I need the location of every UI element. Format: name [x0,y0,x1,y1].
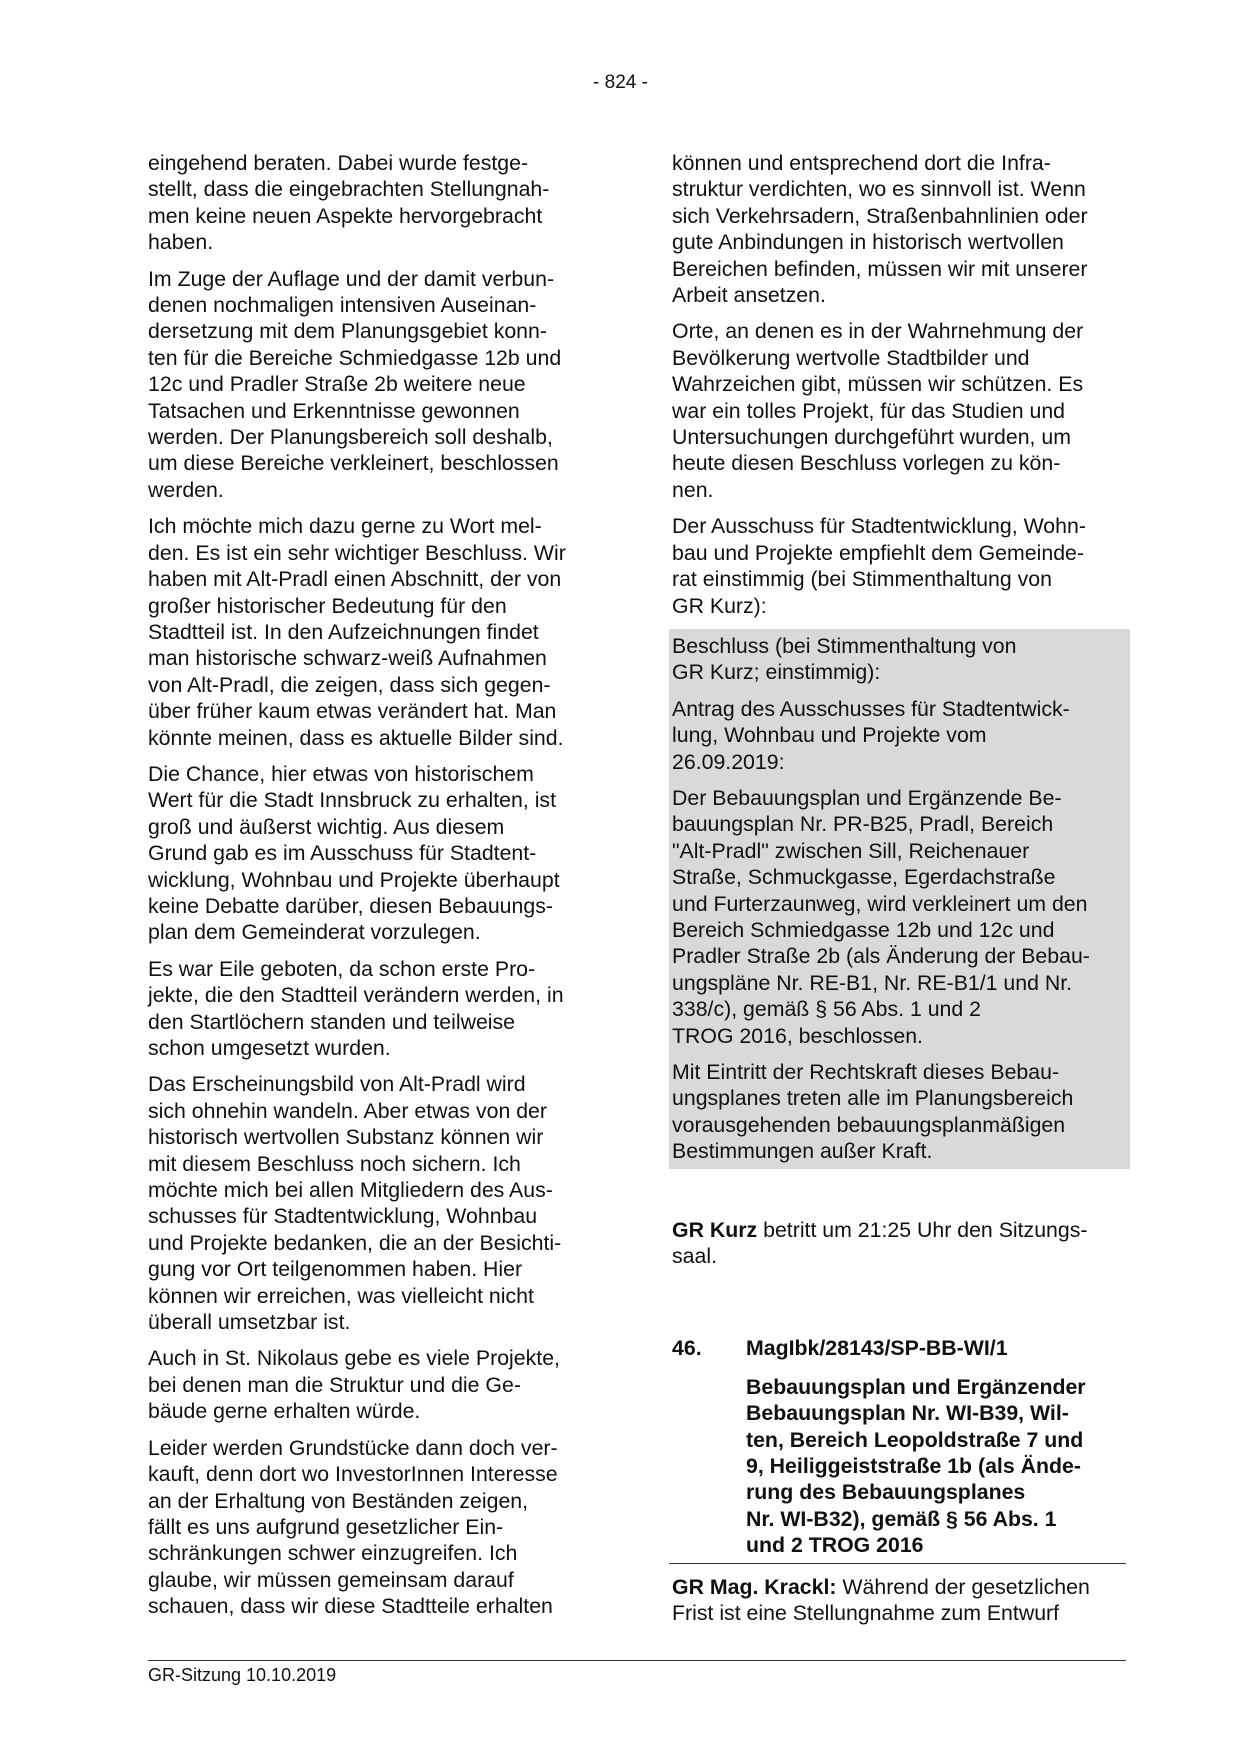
paragraph-left-5: Es war Eile geboten, da schon erste Pro- jekte, die den Stadtteil verändern werden, in den Startlöchern standen und teilweise schon umgesetzt wurden. [148,956,564,1060]
paragraph-left-4: Die Chance, hier etwas von historischem Wert für die Stadt Innsbruck zu erhalten, ist groß und äußerst wichtig. Aus diesem Grund gab es im Ausschuss für Stadtent- wicklung, Wohnbau und Projekte überhaupt keine Debatte darüber, diesen Bebauungs- plan dem Gemeinderat vorzulegen. [148,761,560,945]
footer-divider [148,1660,1126,1661]
resolution-heading: Beschluss (bei Stimmenthaltung von GR Kurz; einstimmig): [672,633,1017,685]
agenda-item [672,1335,1126,1558]
paragraph-left-1: eingehend beraten. Dabei wurde festge- stellt, dass die eingebrachten Stellungnah- men keine neuen Aspekte hervorgebracht haben. [148,151,550,255]
page-number: - 824 - [593,72,648,93]
paragraph-right-1: können und entsprechend dort die Infra- struktur verdichten, wo es sinnvoll ist. Wenn sich Verkehrsadern, Straßenbahnlinien oder gute Anbindungen in historisch wertvollen Bereichen befinden, müssen wir mit unserer Arbeit ansetzen. [672,151,1088,308]
footer-session-date: GR-Sitzung 10.10.2019 [148,1665,337,1685]
agenda-number: 46. [672,1336,702,1361]
paragraph-right-2: Orte, an denen es in der Wahrnehmung der Bevölkerung wertvolle Stadtbilder und Wahrzeichen gibt, müssen wir schützen. Es war ein tolles Projekt, für das Studien und Untersuchungen durchgeführt wurden, um heute diesen Beschluss vorlegen zu kön- nen. [672,319,1084,502]
speaker-name: GR Mag. Krackl: [672,1574,837,1599]
kurz-note: GR Kurz betritt um 21:25 Uhr den Sitzungs- saal. [672,1217,1088,1269]
paragraph-left-3: Ich möchte mich dazu gerne zu Wort mel- den. Es ist ein sehr wichtiger Beschluss. Wir haben mit Alt-Pradl einen Abschnitt, der von großer historischer Bedeutung für den Stadtteil ist. In den Aufzeichnungen findet man historische schwarz-weiß Aufnahmen von Alt-Pradl, die zeigen, dass sich gegen- über früher kaum etwas verändert hat. Man könnte meinen, dass es aktuelle Bilder sind. [148,514,566,750]
agenda-reference: MagIbk/28143/SP-BB-WI/1 [746,1336,1008,1361]
agenda-divider [669,1563,1126,1564]
resolution-effect: Mit Eintritt der Rechtskraft dieses Bebau- ungsplanes treten alle im Planungsbereich vorausgehenden bebauungsplanmäßigen Bestimmungen außer Kraft. [672,1060,1074,1164]
agenda-title: Bebauungsplan und Ergänzender Bebauungsplan Nr. WI-B39, Wil- ten, Bereich Leopoldstraße 7 und 9, Heiliggeiststraße 1b (als Ände- rung des Bebauungsplanes Nr. WI-B32), gemäß § 56 Abs. 1 und 2 TROG 2016 [746,1374,1086,1558]
speaker-name: GR Kurz [672,1217,758,1242]
resolution-motion: Antrag des Ausschusses für Stadtentwick- lung, Wohnbau und Projekte vom 26.09.2019: [672,696,1070,774]
paragraph-left-7: Auch in St. Nikolaus gebe es viele Projekte, bei denen man die Struktur und die Ge- bäude gerne erhalten würde. [148,1346,560,1424]
paragraph-right-3: Der Ausschuss für Stadtentwicklung, Wohn- bau und Projekte empfiehlt dem Gemeinde- rat einstimmig (bei Stimmenthaltung von GR Kurz): [672,514,1086,618]
krackl-note: GR Mag. Krackl: Während der gesetzlichen Frist ist eine Stellungnahme zum Entwurf [672,1574,1090,1626]
paragraph-left-8: Leider werden Grundstücke dann doch ver- kauft, denn dort wo InvestorInnen Interesse an der Erhaltung von Beständen zeigen, fällt es uns aufgrund gesetzlicher Ein- schränkungen schwer einzugreifen. Ich glaube, wir müssen gemeinsam darauf schauen, dass wir diese Stadtteile erhalten [148,1435,558,1619]
paragraph-left-6: Das Erscheinungsbild von Alt-Pradl wird sich ohnehin wandeln. Aber etwas von der historisch wertvollen Substanz können wir mit diesem Beschluss noch sichern. Ich möchte mich bei allen Mitgliedern des Aus- schusses für Stadtentwicklung, Wohnbau und Projekte bedanken, die an der Besichti- gung vor Ort teilgenommen haben. Hier können wir erreichen, was vielleicht nicht überall umsetzbar ist. [148,1072,562,1335]
left-column [148,150,598,1630]
resolution-box [669,629,1130,1169]
right-column [672,150,1126,1637]
resolution-text: Der Bebauungsplan und Ergänzende Be- bauungsplan Nr. PR-B25, Pradl, Bereich "Alt-Pradl" zwischen Sill, Reichenauer Straße, Schmuckgasse, Egerdachstraße und Furterzaunweg, wird verkleinert um den Bereich Schmiedgasse 12b und 12c und Pradler Straße 2b (als Änderung der Bebau- ungspläne Nr. RE-B1, Nr. RE-B1/1 und Nr. 338/c), gemäß § 56 Abs. 1 und 2 TROG 2016, beschlossen. [672,785,1090,1048]
paragraph-left-2: Im Zuge der Auflage und der damit verbun- denen nochmaligen intensiven Auseinan- dersetzung mit dem Planungsgebiet konn- ten für die Bereiche Schmiedgasse 12b und 12c und Pradler Straße 2b weitere neue Tatsachen und Erkenntnisse gewonnen werden. Der Planungsbereich soll deshalb, um diese Bereiche verkleinert, beschlossen werden. [148,266,562,502]
